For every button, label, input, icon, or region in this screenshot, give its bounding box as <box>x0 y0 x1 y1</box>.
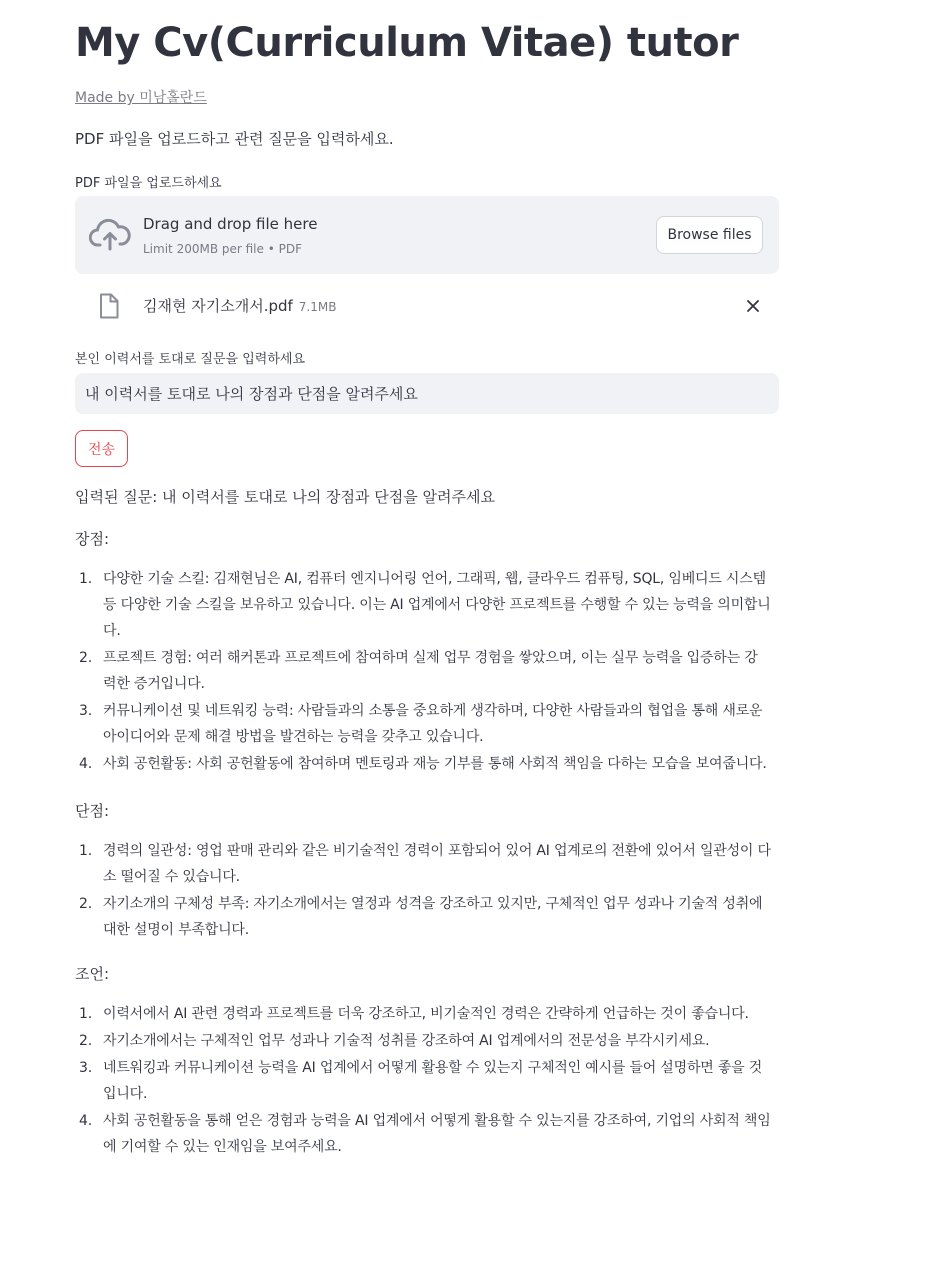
list-item-text: 입니다. <box>103 1086 148 1102</box>
file-size: 7.1MB <box>298 300 337 314</box>
list-item <box>75 566 780 644</box>
browse-files-button[interactable]: Browse files <box>656 216 763 254</box>
list-item-text: 다. <box>103 623 121 639</box>
list-item-number: 3. <box>79 703 92 719</box>
advice-heading: 조언: <box>75 965 110 983</box>
list-item <box>75 751 780 777</box>
weaknesses-heading: 단점: <box>75 802 110 820</box>
uploader-label: PDF 파일을 업로드하세요 <box>75 176 222 191</box>
list-item-text: 사회 공헌활동을 통해 얻은 경험과 능력을 AI 업계에서 어떻게 활용할 수 있는지를 강조하여, 기업의 사회적 책임 <box>103 1113 771 1129</box>
list-item-text: 자기소개의 구체성 부족: 자기소개에서는 열정과 성격을 강조하고 있지만, 구체적인 업무 성과나 기술적 성취에 <box>103 896 763 912</box>
remove-file-button[interactable] <box>741 294 765 318</box>
file-dropzone[interactable] <box>75 196 779 274</box>
list-item-text: 자기소개에서는 구체적인 업무 성과나 기술적 성취를 강조하여 AI 업계에서의 전문성을 부각시키세요. <box>103 1033 710 1049</box>
list-item-text: 력한 증거입니다. <box>103 676 205 692</box>
intro-text: PDF 파일을 업로드하고 관련 질문을 입력하세요. <box>75 130 394 148</box>
strengths-list <box>75 566 780 778</box>
list-item-text: 사회 공헌활동: 사회 공헌활동에 참여하며 멘토링과 재능 기부를 통해 사회적 책임을 다하는 모습을 보여줍니다. <box>103 756 767 772</box>
list-item-number: 2. <box>79 1033 92 1049</box>
dropzone-title: Drag and drop file here <box>143 215 318 233</box>
list-item-number: 1. <box>79 571 92 587</box>
strengths-heading: 장점: <box>75 530 110 548</box>
page-title: My Cv(Curriculum Vitae) tutor <box>75 20 739 66</box>
dropzone-limit: Limit 200MB per file • PDF <box>143 242 302 256</box>
list-item <box>75 1108 780 1160</box>
list-item-text: 에 기여할 수 있는 인재임을 보여주세요. <box>103 1139 342 1155</box>
list-item-number: 2. <box>79 650 92 666</box>
question-input[interactable] <box>75 373 779 414</box>
file-icon <box>97 293 121 319</box>
list-item <box>75 838 780 890</box>
author-link[interactable]: Made by 미남홀란드 <box>75 90 207 106</box>
list-item-text: 경력의 일관성: 영업 판매 관리와 같은 비기술적인 경력이 포함되어 있어 AI 업계로의 전환에 있어서 일관성이 다 <box>103 843 771 859</box>
list-item-number: 2. <box>79 896 92 912</box>
close-icon <box>741 294 765 318</box>
list-item <box>75 1028 780 1054</box>
cloud-upload-icon <box>89 216 131 252</box>
list-item-number: 4. <box>79 1113 92 1129</box>
list-item <box>75 891 780 943</box>
asked-question: 입력된 질문: 내 이력서를 토대로 나의 장점과 단점을 알려주세요 <box>75 488 495 506</box>
list-item-text: 커뮤니케이션 및 네트워킹 능력: 사람들과의 소통을 중요하게 생각하며, 다양한 사람들과의 협업을 통해 새로운 <box>103 703 763 719</box>
file-name-line <box>143 295 336 316</box>
list-item-number: 1. <box>79 843 92 859</box>
list-item-number: 1. <box>79 1006 92 1022</box>
list-item <box>75 1001 780 1027</box>
list-item-text: 프로젝트 경험: 여러 해커톤과 프로젝트에 참여하며 실제 업무 경험을 쌓았으며, 이는 실무 능력을 입증하는 강 <box>103 650 758 666</box>
list-item <box>75 698 780 750</box>
list-item <box>75 645 780 697</box>
list-item-text: 등 다양한 기술 스킬을 보유하고 있습니다. 이는 AI 업계에서 다양한 프로젝트를 수행할 수 있는 능력을 의미합니 <box>103 597 771 613</box>
submit-button[interactable]: 전송 <box>75 430 128 467</box>
list-item-text: 다양한 기술 스킬: 김재현님은 AI, 컴퓨터 엔지니어링 언어, 그래픽, 웹, 클라우드 컴퓨팅, SQL, 임베디드 시스템 <box>103 571 766 587</box>
question-label: 본인 이력서를 토대로 질문을 입력하세요 <box>75 352 306 367</box>
list-item-text: 아이디어와 문제 해결 방법을 발견하는 능력을 갖추고 있습니다. <box>103 729 484 745</box>
list-item-text: 대한 설명이 부족합니다. <box>103 922 249 938</box>
list-item-text: 소 떨어질 수 있습니다. <box>103 869 240 885</box>
uploaded-file <box>75 285 779 327</box>
list-item-number: 3. <box>79 1060 92 1076</box>
list-item-text: 이력서에서 AI 관련 경력과 프로젝트를 더욱 강조하고, 비기술적인 경력은 간략하게 언급하는 것이 좋습니다. <box>103 1006 749 1022</box>
weaknesses-list <box>75 838 780 944</box>
list-item-number: 4. <box>79 756 92 772</box>
advice-list <box>75 1001 780 1161</box>
file-name: 김재현 자기소개서.pdf <box>143 297 293 315</box>
list-item-text: 네트워킹과 커뮤니케이션 능력을 AI 업계에서 어떻게 활용할 수 있는지 구체적인 예시를 들어 설명하면 좋을 것 <box>103 1060 763 1076</box>
list-item <box>75 1055 780 1107</box>
